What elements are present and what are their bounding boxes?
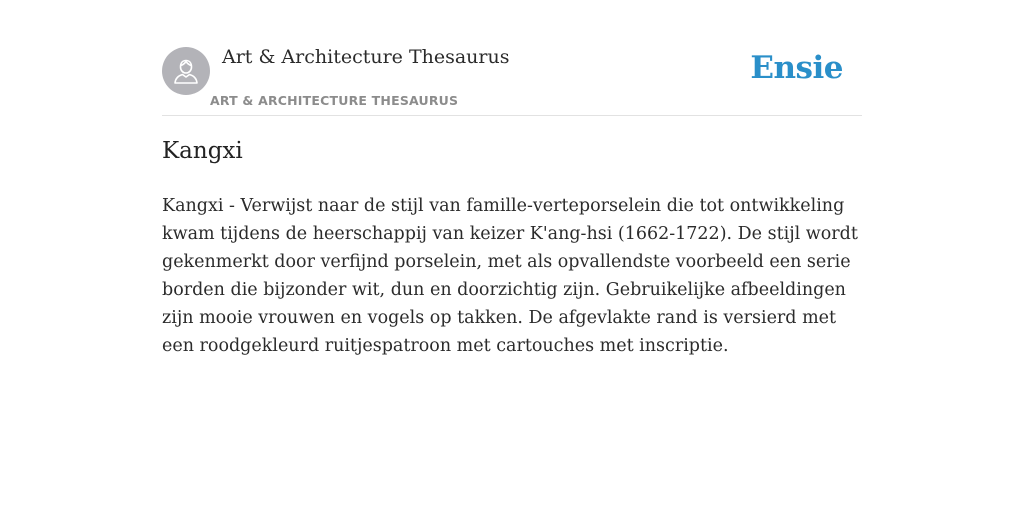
ensie-logo[interactable]: Ensie bbox=[750, 50, 843, 86]
source-subtitle: ART & ARCHITECTURE THESAURUS bbox=[210, 93, 459, 108]
source-title-link[interactable]: Art & Architecture Thesaurus bbox=[222, 46, 510, 68]
term-definition: Kangxi - Verwijst naar de stijl van famille-verteporselein die tot ontwikkeling kwam tijdens de heerschappij van keizer K'ang-hsi (1662-1722). De stijl wordt gekenmerkt door verfijnd porselein, met als opvallendste voorbeeld een serie borden die bijzonder wit, dun en doorzichtig zijn. Gebruikelijke afbeeldingen zijn mooie vrouwen en vogels op takken. De afgevlakte rand is versierd met een roodgekleurd ruitjespatroon met cartouches met inscriptie. bbox=[162, 196, 858, 356]
user-icon bbox=[171, 56, 201, 86]
source-header bbox=[162, 40, 862, 116]
source-avatar[interactable] bbox=[162, 47, 210, 95]
term-title: Kangxi bbox=[162, 138, 243, 164]
